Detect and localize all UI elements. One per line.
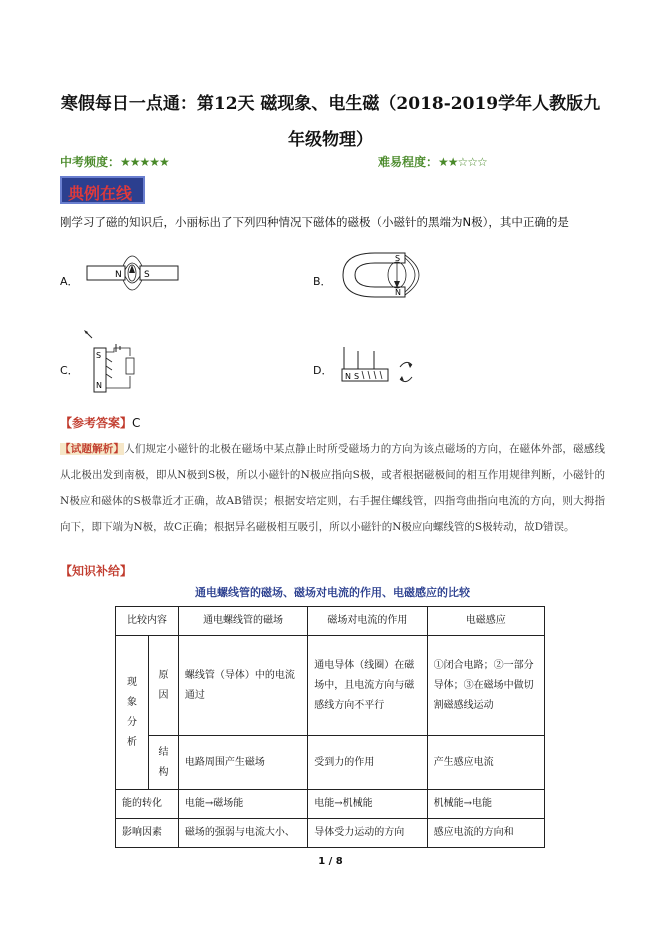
- fig-d-s: S: [354, 372, 360, 381]
- table-cell: 磁场的强弱与电流大小、: [178, 819, 307, 848]
- table-header-row: [116, 607, 545, 636]
- table-cell: 感应电流的方向和: [427, 819, 544, 848]
- table-cell: 电能→磁场能: [178, 790, 307, 819]
- table-cell: 电能→机械能: [308, 790, 427, 819]
- answer-line: [60, 414, 140, 431]
- answer-label: 【参考答案】: [60, 416, 133, 430]
- title-line-1: 寒假每日一点通：第12天 磁现象、电生磁（2018-2019学年人教版九: [60, 94, 601, 114]
- option-a-label: A．: [60, 275, 79, 288]
- table-cell: 电路周围产生磁场: [178, 736, 307, 790]
- table-row: [116, 790, 545, 819]
- exam-frequency: [60, 153, 169, 170]
- table-cell: 产生感应电流: [427, 736, 544, 790]
- table-cell: 通电导体（线圈）在磁场中，且电流方向与磁感线方向不平行: [308, 636, 427, 736]
- table-cell: 机械能→电能: [427, 790, 544, 819]
- table-cell: ①闭合电路；②一部分导体；③在磁场中做切割磁感线运动: [427, 636, 544, 736]
- fig-c-n: N: [96, 381, 102, 390]
- figure-d: [340, 345, 430, 390]
- row-label: 结构: [148, 736, 178, 790]
- row-label: 原因: [148, 636, 178, 736]
- title-line-2: 年级物理）: [288, 130, 373, 150]
- table-row: [116, 736, 545, 790]
- table-cell: 螺线管（导体）中的电流通过: [178, 636, 307, 736]
- page-number: 1 / 8: [318, 856, 343, 867]
- table-cell: 导体受力运动的方向: [308, 819, 427, 848]
- analysis-text: 人们规定小磁针的北极在磁场中某点静止时所受磁场力的方向为该点磁场的方向，在磁体外部，磁感线从北极出发到南极，即从N极到S极，所以小磁针的N极应指向S极，或者根据磁极间的相互作用规律判断，小磁针的N极应和磁体的S极靠近才正确，故AB错误；根据安培定则，右手握住螺线管，四指弯曲指向电流的方向，则大拇指向下，即下端为N极，故C正确；根据异名磁极相互吸引，所以小磁针的N极应向螺线管的S极转动，故D错误。: [60, 443, 605, 533]
- difficulty-label: 难易程度：: [378, 155, 439, 169]
- table-header-cell: 电磁感应: [427, 607, 544, 636]
- figure-a: [85, 248, 180, 303]
- option-b-label: B．: [313, 275, 332, 288]
- difficulty-stars: ★★☆☆☆: [438, 155, 487, 169]
- option-d-label: D．: [313, 364, 333, 377]
- row-label: 能的转化: [116, 790, 179, 819]
- option-c-label: C．: [60, 364, 79, 377]
- table-row: [116, 819, 545, 848]
- fig-b-s: S: [395, 254, 401, 263]
- analysis-block: [60, 436, 605, 540]
- answer-value: C: [132, 416, 141, 430]
- example-badge: [60, 176, 145, 204]
- page-title: [40, 86, 621, 158]
- table-header-cell: 比较内容: [116, 607, 179, 636]
- analysis-label: 【试题解析】: [60, 443, 125, 455]
- comparison-table: [115, 606, 545, 848]
- table-row: [116, 636, 545, 736]
- badge-label: 典例在线: [68, 184, 133, 203]
- table-title: 通电螺线管的磁场、磁场对电流的作用、电磁感应的比较: [195, 586, 470, 599]
- difficulty: [378, 153, 487, 170]
- figure-c: [82, 328, 152, 398]
- question-text: 刚学习了磁的知识后，小丽标出了下列四种情况下磁体的磁极（小磁针的黑端为N极），其中正确的是: [60, 215, 569, 229]
- row-label: 影响因素: [116, 819, 179, 848]
- fig-a-n: N: [115, 270, 122, 280]
- fig-b-n: N: [395, 288, 401, 297]
- table-header-cell: 通电螺线管的磁场: [178, 607, 307, 636]
- supplement-label: 【知识补给】: [60, 564, 133, 578]
- group-label: 现象分析: [116, 636, 149, 790]
- fig-a-s: S: [144, 270, 150, 280]
- fig-d-n: N: [345, 372, 351, 381]
- frequency-stars: ★★★★★: [120, 155, 169, 169]
- frequency-label: 中考频度：: [60, 155, 121, 169]
- fig-c-s: S: [96, 351, 102, 360]
- table-cell: 受到力的作用: [308, 736, 427, 790]
- figure-b: [335, 245, 435, 305]
- table-header-cell: 磁场对电流的作用: [308, 607, 427, 636]
